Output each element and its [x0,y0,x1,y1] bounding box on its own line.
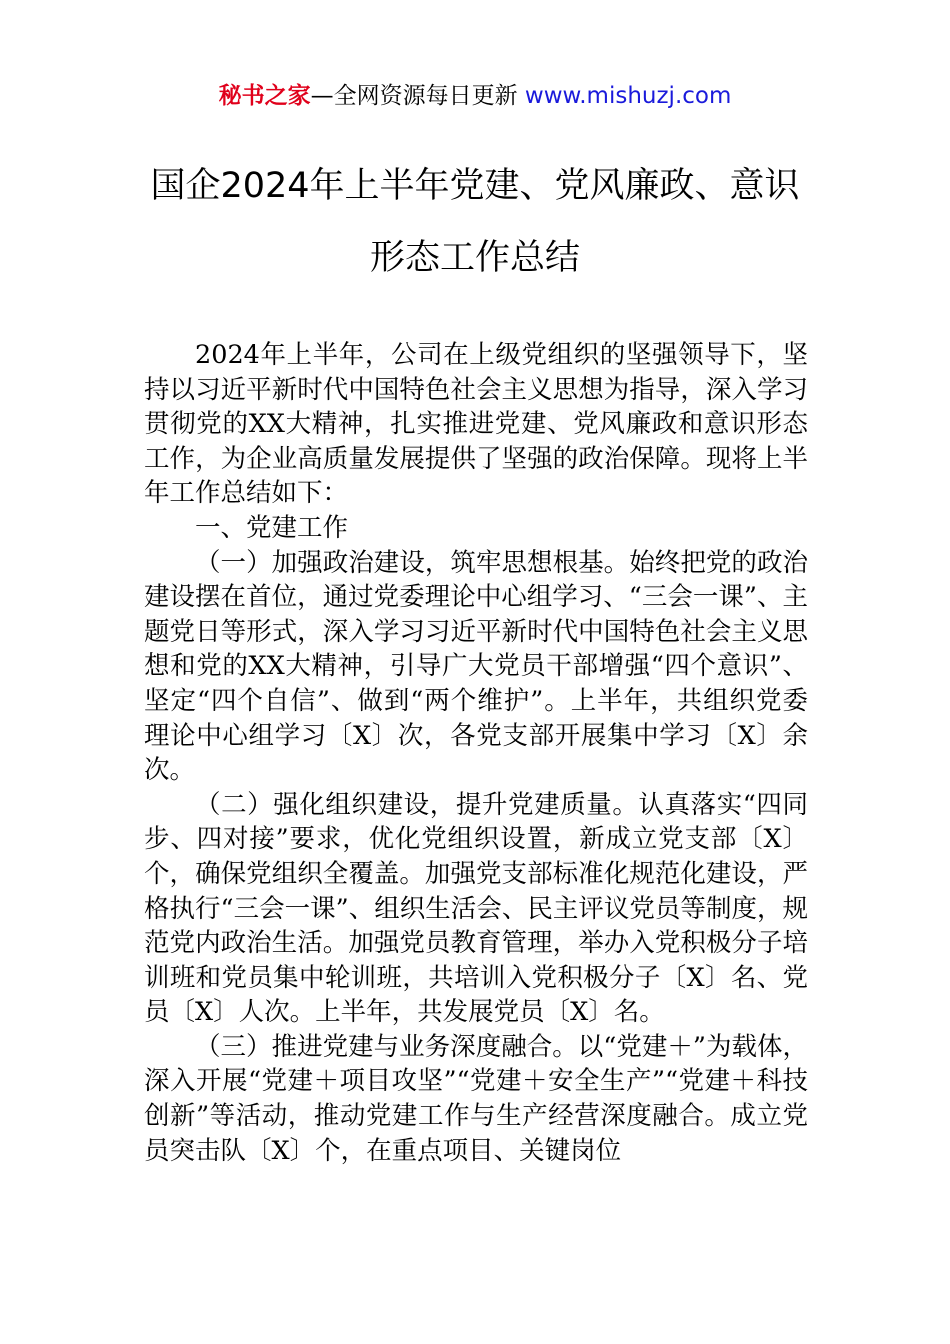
document-body [144,338,808,1168]
site-header [0,78,950,114]
body-paragraph: （一）加强政治建设，筑牢思想根基。始终把党的政治建设摆在首位，通过党委理论中心组学习、“三会一课”、主题党日等形式，深入学习习近平新时代中国特色社会主义思想和党的XX大精神，引导广大党员干部增强“四个意识”、坚定“四个自信”、做到“两个维护”。上半年，共组织党委理论中心组学习〔X〕次，各党支部开展集中学习〔X〕余次。 [144,547,808,786]
site-url-link[interactable]: www.mishuzj.com [524,83,732,109]
intro-paragraph: 2024年上半年，公司在上级党组织的坚强领导下，坚持以习近平新时代中国特色社会主义思想为指导，深入学习贯彻党的XX大精神，扎实推进党建、党风廉政和意识形态工作，为企业高质量发展提供了坚强的政治保障。现将上半年工作总结如下： [144,340,808,509]
document-title [120,150,830,294]
document-title-line-1: 国企2024年上半年党建、党风廉政、意识 [150,166,800,206]
site-tagline: —全网资源每日更新 [310,83,525,109]
section-heading: 一、党建工作 [195,512,349,543]
site-brand: 秘书之家 [218,83,311,109]
document-title-line-2: 形态工作总结 [369,238,580,278]
body-paragraph: （二）强化组织建设，提升党建质量。认真落实“四同步、四对接”要求，优化党组织设置，新成立党支部〔X〕个，确保党组织全覆盖。加强党支部标准化规范化建设，严格执行“三会一课”、组织生活会、民主评议党员等制度，规范党内政治生活。加强党员教育管理，举办入党积极分子培训班和党员集中轮训班，共培训入党积极分子〔X〕名、党员〔X〕人次。上半年，共发展党员〔X〕名。 [144,789,808,1028]
body-paragraph: （三）推进党建与业务深度融合。以“党建＋”为载体，深入开展“党建＋项目攻坚”“党建＋安全生产”“党建＋科技创新”等活动，推动党建工作与生产经营深度融合。成立党员突击队〔X〕个，在重点项目、关键岗位 [144,1031,808,1166]
